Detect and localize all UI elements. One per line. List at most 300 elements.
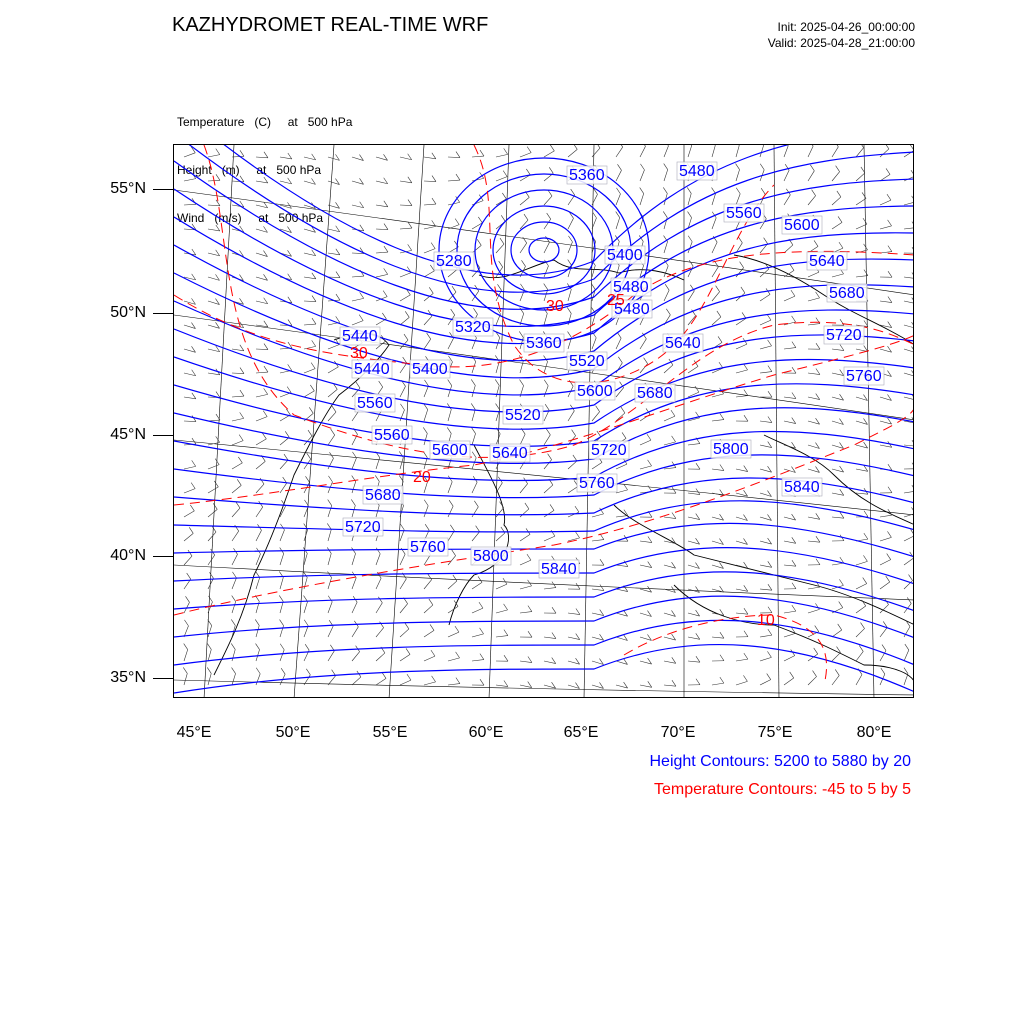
wind-barb: [912, 196, 914, 202]
wind-barb: [573, 455, 577, 461]
wind-barb: [573, 145, 577, 149]
wind-barb: [784, 245, 793, 253]
wind-barb: [568, 461, 577, 469]
wind-barb: [784, 397, 796, 399]
wind-barb: [448, 658, 460, 661]
height-label: 5360: [569, 167, 605, 184]
wind-barb: [192, 249, 196, 255]
wind-barb: [305, 644, 309, 650]
wind-barb: [306, 669, 310, 675]
wind-barb: [784, 656, 795, 661]
wind-barb: [191, 483, 195, 489]
wind-barb: [810, 165, 814, 171]
wind-barb: [695, 386, 699, 392]
lon-label: 45°E: [176, 724, 212, 741]
wind-barb: [232, 531, 239, 541]
wind-barb: [256, 157, 268, 158]
wind-barb: [520, 197, 529, 205]
tick: [153, 435, 173, 436]
wind-barb: [688, 661, 700, 662]
wind-barb: [352, 276, 364, 277]
wind-barb: [856, 584, 867, 589]
wind-barb: [814, 240, 818, 246]
wind-barb: [592, 148, 600, 157]
wind-barb: [544, 284, 548, 290]
weather-map[interactable]: [173, 144, 914, 698]
wind-barb: [886, 168, 890, 174]
wind-barb: [887, 554, 891, 560]
height-label: 5760: [410, 539, 446, 556]
wind-barb: [376, 653, 385, 661]
wind-barb: [184, 511, 194, 517]
wind-barb: [856, 651, 863, 661]
height-label: 5680: [637, 385, 673, 402]
wind-barb: [736, 170, 740, 181]
wind-barb: [280, 437, 289, 445]
wind-barb: [696, 489, 700, 495]
wind-barb: [192, 460, 196, 466]
wind-barb: [856, 148, 864, 157]
wind-barb: [192, 393, 196, 399]
wind-barb: [256, 578, 260, 589]
wind-barb: [208, 487, 218, 493]
lat-label: 50°N: [110, 304, 146, 321]
wind-barb: [544, 637, 556, 639]
wind-barb: [549, 167, 553, 173]
wind-barb: [376, 252, 388, 253]
wind-barb: [784, 170, 789, 181]
wind-barb: [768, 584, 772, 590]
wind-barb: [911, 170, 914, 176]
wind-barb: [190, 505, 194, 511]
wind-barb: [784, 565, 796, 566]
wind-barb: [376, 678, 386, 685]
wind-barb: [544, 313, 547, 325]
wind-barb: [520, 434, 525, 445]
wind-barb: [423, 427, 427, 433]
wind-barb: [280, 620, 284, 626]
wind-barb: [408, 222, 412, 228]
wind-barb: [736, 145, 739, 157]
wind-barb: [449, 500, 453, 506]
wind-barb: [328, 626, 333, 637]
wind-barb: [400, 205, 412, 206]
wind-barb: [184, 466, 196, 469]
wind-barb: [640, 194, 644, 205]
wind-barb: [328, 506, 332, 517]
wind-barb: [496, 154, 508, 157]
wind-barb: [448, 506, 453, 517]
wind-barb: [184, 650, 188, 661]
wind-barb: [712, 683, 724, 685]
wind-barb: [570, 405, 574, 411]
wind-barb: [424, 682, 436, 685]
wind-barb: [744, 415, 748, 421]
height-label: 5600: [577, 383, 613, 400]
wind-barb: [616, 170, 621, 181]
wind-barb: [527, 147, 531, 153]
wind-barb: [379, 381, 383, 387]
wind-barb: [832, 653, 841, 661]
wind-barb: [472, 660, 484, 661]
wind-barb: [328, 389, 337, 397]
wind-barb: [208, 465, 219, 469]
wind-barb: [640, 685, 652, 687]
wind-barb: [591, 283, 595, 289]
wind-barb: [480, 150, 484, 156]
wind-barb: [881, 668, 885, 674]
wind-barb: [760, 565, 772, 567]
wind-barb: [616, 516, 628, 517]
wind-barb: [447, 427, 451, 433]
wind-barb: [856, 561, 867, 565]
wind-barb: [784, 195, 790, 205]
wind-barb: [448, 482, 452, 493]
wind-barb: [621, 407, 625, 413]
wind-barb: [904, 301, 914, 304]
wind-barb: [432, 153, 436, 159]
wind-barb: [672, 436, 676, 442]
wind-barb: [520, 290, 524, 301]
wind-barb: [837, 191, 841, 197]
wind-barb: [408, 200, 412, 206]
wind-barb: [648, 537, 652, 543]
wind-barb: [328, 572, 332, 578]
wind-barb: [760, 294, 770, 301]
wind-barb: [376, 628, 384, 637]
wind-barb: [520, 586, 532, 589]
wind-barb: [472, 409, 475, 421]
wind-barb: [808, 146, 813, 157]
wind-barb: [687, 187, 691, 193]
wind-barb: [768, 417, 772, 423]
wind-barb: [424, 656, 435, 661]
wind-barb: [720, 465, 724, 471]
wind-barb: [815, 603, 819, 609]
wind-barb: [429, 287, 433, 293]
wind-barb: [281, 668, 285, 674]
wind-barb: [212, 526, 216, 532]
wind-barb: [792, 393, 796, 399]
temperature-label: 30: [350, 345, 368, 362]
wind-barb: [424, 506, 428, 517]
wind-barb: [717, 311, 721, 317]
wind-barb: [472, 385, 475, 397]
wind-barb: [784, 296, 795, 301]
wind-barb: [184, 644, 188, 650]
wind-barb: [208, 509, 217, 517]
wind-barb: [861, 623, 865, 629]
wind-barb: [719, 362, 723, 368]
wind-barb: [472, 582, 482, 589]
wind-barb: [286, 409, 290, 415]
wind-barb: [808, 373, 820, 375]
wind-barb: [376, 548, 380, 554]
wind-barb: [688, 212, 692, 218]
wind-barb: [359, 315, 363, 321]
wind-barb: [184, 179, 196, 181]
wind-barb: [736, 681, 747, 685]
wind-barb: [456, 174, 460, 180]
wind-barb: [808, 677, 817, 685]
wind-barb: [503, 578, 507, 584]
wind-barb: [496, 385, 499, 397]
wind-barb: [521, 260, 525, 266]
wind-barb: [288, 297, 292, 303]
wind-barb: [784, 146, 788, 157]
wind-barb: [664, 468, 676, 469]
height-label: 5520: [505, 407, 541, 424]
lat-label: 55°N: [110, 180, 146, 197]
wind-barb: [616, 565, 628, 567]
wind-barb: [287, 387, 291, 393]
wind-barb: [832, 222, 842, 229]
wind-barb: [520, 308, 524, 314]
wind-barb: [904, 228, 914, 229]
wind-barb: [816, 292, 820, 298]
wind-barb: [856, 469, 868, 471]
wind-barb: [808, 196, 816, 205]
wind-barb: [424, 500, 428, 506]
temperature-label: 20: [413, 469, 431, 486]
wind-barb: [912, 247, 914, 253]
wind-barb: [912, 222, 914, 228]
wind-barb: [237, 479, 241, 485]
wind-barb: [448, 386, 452, 397]
wind-barb: [448, 409, 451, 421]
wind-barb: [904, 558, 914, 565]
wind-barb: [767, 674, 771, 680]
wind-barb: [839, 602, 843, 608]
wind-barb: [311, 363, 315, 369]
wind-barb: [712, 242, 717, 253]
wind-barb: [352, 554, 356, 565]
wind-barb: [551, 530, 555, 536]
wind-barb: [383, 291, 387, 297]
wind-barb: [664, 170, 668, 181]
wind-barb: [592, 338, 596, 349]
wind-barb: [616, 490, 628, 493]
wind-barb: [736, 613, 748, 614]
wind-barb: [712, 469, 724, 471]
wind-barb: [503, 171, 507, 177]
wind-barb: [424, 410, 428, 421]
wind-barb: [576, 583, 580, 589]
wind-barb: [568, 289, 571, 301]
wind-barb: [304, 391, 314, 397]
wind-barb: [864, 511, 868, 517]
wind-barb: [568, 411, 574, 421]
wind-barb: [232, 508, 240, 517]
height-contour: [174, 620, 914, 665]
wind-barb: [208, 373, 220, 375]
wind-barb: [547, 213, 551, 219]
wind-barb: [472, 362, 476, 373]
wind-barb: [523, 237, 527, 243]
tick: [153, 189, 173, 190]
wind-barb: [760, 657, 771, 661]
wind-barb: [232, 554, 237, 565]
wind-barb: [184, 533, 193, 541]
wind-barb: [716, 286, 720, 292]
wind-barb: [761, 188, 765, 194]
wind-barb: [356, 382, 360, 388]
wind-barb: [352, 458, 356, 469]
wind-barb: [760, 589, 772, 590]
wind-barb: [328, 676, 336, 685]
wind-barb: [424, 605, 433, 613]
wind-barb: [352, 677, 361, 685]
height-label: 5840: [784, 479, 820, 496]
wind-barb: [208, 673, 211, 685]
wind-barb: [496, 404, 500, 410]
wind-barb: [671, 410, 675, 416]
wind-barb: [280, 530, 284, 541]
wind-barb: [880, 301, 892, 303]
wind-barb: [764, 238, 768, 244]
wind-barb: [448, 338, 453, 349]
wind-barb: [838, 216, 842, 222]
wind-barb: [400, 181, 412, 183]
wind-barb: [240, 390, 244, 396]
wind-barb: [912, 485, 914, 491]
wind-barb: [768, 340, 772, 346]
wind-barb: [863, 555, 867, 561]
wind-barb: [232, 668, 236, 674]
wind-barb: [616, 413, 625, 421]
wind-barb: [284, 454, 288, 460]
wind-barb: [424, 339, 431, 349]
wind-barb: [544, 485, 553, 493]
wind-barb: [767, 651, 771, 657]
wind-barb: [304, 301, 316, 302]
wind-barb: [859, 645, 863, 651]
wind-barb: [232, 485, 241, 493]
wind-barb: [432, 176, 436, 182]
wind-barb: [504, 148, 508, 154]
wind-barb: [688, 637, 700, 639]
wind-barb: [672, 513, 676, 519]
height-label: 5680: [365, 487, 401, 504]
wind-barb: [351, 499, 355, 505]
wind-barb: [232, 602, 236, 613]
wind-barb: [568, 613, 580, 615]
wind-barb: [472, 428, 476, 434]
wind-barb: [552, 633, 556, 639]
wind-barb: [184, 489, 195, 493]
wind-barb: [240, 150, 244, 156]
wind-barb: [856, 606, 866, 613]
valid-time: Valid: 2025-04-28_21:00:00: [767, 36, 915, 50]
wind-barb: [312, 296, 316, 302]
wind-barb: [232, 441, 243, 445]
wind-barb: [592, 462, 602, 469]
wind-barb: [592, 514, 604, 517]
wind-barb: [429, 599, 433, 605]
wind-barb: [836, 166, 840, 172]
wind-barb: [400, 295, 410, 301]
wind-barb: [904, 674, 908, 685]
wind-barb: [664, 266, 668, 277]
wind-barb: [475, 285, 479, 291]
wind-barb: [568, 332, 572, 338]
wind-barb: [768, 366, 772, 372]
wind-barb: [400, 680, 411, 685]
wind-barb: [568, 236, 572, 242]
wind-barb: [424, 249, 435, 253]
wind-barb: [448, 380, 452, 386]
wind-barb: [672, 487, 676, 493]
wind-barb: [712, 145, 715, 157]
height-label: 5800: [713, 441, 749, 458]
wind-barb: [743, 675, 747, 681]
wind-barb: [744, 631, 748, 637]
wind-barb: [448, 269, 457, 277]
wind-barb: [575, 506, 579, 512]
wind-barb: [304, 324, 316, 325]
wind-barb: [495, 379, 499, 385]
wind-barb: [792, 367, 796, 373]
wind-barb: [520, 534, 530, 541]
wind-barb: [888, 246, 892, 252]
wind-barb: [880, 537, 891, 541]
wind-barb: [264, 177, 268, 183]
height-label: 5680: [829, 285, 865, 302]
wind-barb: [496, 533, 505, 541]
wind-barb: [260, 478, 264, 484]
wind-barb: [544, 266, 548, 277]
wind-barb: [309, 407, 313, 413]
height-label: 5400: [607, 247, 643, 264]
wind-barb: [832, 630, 842, 637]
height-label: 5320: [455, 319, 491, 336]
wind-barb: [736, 194, 740, 205]
wind-barb: [712, 218, 716, 229]
wind-barb: [576, 609, 580, 615]
height-label: 5640: [809, 253, 845, 270]
wind-barb: [184, 421, 196, 422]
wind-barb: [352, 602, 357, 613]
wind-barb: [376, 205, 388, 207]
wind-barb: [232, 349, 244, 351]
wind-barb: [792, 560, 796, 566]
wind-barb: [736, 370, 748, 373]
wind-barb: [832, 274, 844, 277]
wind-barb: [840, 319, 844, 325]
wind-barb: [544, 196, 552, 205]
wind-barb: [544, 362, 548, 373]
wind-barb: [596, 406, 600, 412]
wind-barb: [838, 624, 842, 630]
wind-barb: [816, 343, 820, 349]
wind-barb: [236, 502, 240, 508]
wind-barb: [472, 507, 478, 517]
wind-barb: [496, 508, 504, 517]
wind-barb: [213, 503, 217, 509]
wind-barb: [455, 219, 459, 225]
wind-barb: [376, 554, 380, 565]
wind-barb: [405, 311, 409, 317]
wind-barb: [384, 268, 388, 274]
wind-barb: [760, 421, 772, 423]
wind-barb: [231, 619, 235, 625]
wind-barb: [640, 146, 645, 157]
wind-barb: [408, 177, 412, 183]
wind-barb: [384, 246, 388, 252]
height-label: 5400: [412, 361, 448, 378]
wind-barb: [688, 145, 692, 146]
wind-barb: [472, 434, 476, 445]
